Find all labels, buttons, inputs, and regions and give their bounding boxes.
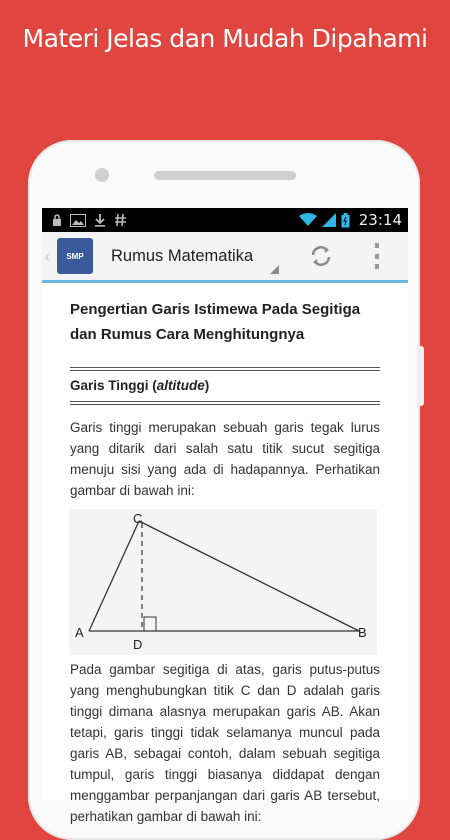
section-heading-label: Garis Tinggi ( (70, 378, 157, 393)
vertex-b-label: B (358, 625, 367, 640)
vertex-a-label: A (75, 625, 84, 640)
speaker-grille (154, 171, 296, 180)
refresh-icon[interactable] (308, 243, 334, 269)
download-icon (94, 213, 106, 227)
overflow-menu-icon[interactable] (372, 243, 382, 269)
hash-icon (114, 213, 127, 227)
divider (70, 401, 380, 405)
vertex-c-label: C (133, 511, 143, 526)
right-angle-mark (144, 617, 156, 631)
paragraph-intro: Garis tinggi merupakan sebuah garis tegak lurus yang ditarik dari salah satu titik sucut segitiga menuju sisi yang ada di hadapannya. Perhatikan gambar di bawah ini: (70, 420, 380, 498)
section-heading-term: altitude (156, 378, 205, 393)
image-icon (70, 214, 86, 227)
article-title: Pengertian Garis Istimewa Pada Segitiga dan Rumus Cara Menghitungnya (70, 301, 361, 343)
up-caret-icon[interactable]: ‹ (45, 248, 50, 264)
action-bar (42, 232, 408, 283)
wifi-icon (299, 213, 317, 227)
side-ac (89, 521, 139, 631)
app-logo-text: SMP (66, 251, 84, 261)
status-time: 23:14 (358, 211, 402, 229)
camera-dot (95, 168, 109, 182)
signal-icon (322, 213, 336, 227)
app-logo[interactable] (57, 238, 93, 274)
promo-headline: Materi Jelas dan Mudah Dipahami (22, 24, 428, 53)
side-button (419, 346, 424, 406)
phone-screen (42, 208, 408, 824)
spinner-indicator-icon (270, 265, 279, 274)
lock-icon (52, 213, 62, 227)
divider (70, 367, 380, 371)
battery-icon (341, 213, 350, 228)
status-bar (42, 208, 408, 232)
app-title[interactable]: Rumus Matematika (111, 246, 254, 265)
section-heading-close: ) (204, 378, 210, 393)
foot-d-label: D (133, 637, 143, 652)
article-content (42, 297, 408, 827)
section-heading (70, 378, 380, 393)
paragraph-explanation: Pada gambar segitiga di atas, garis putus-putus yang menghubungkan titik C dan D adalah garis tinggi dimana alasnya merupakan garis AB. Akan tetapi, garis tinggi tidak selamanya muncul pada garis AB, sebagai contoh, dalam sebuah segitiga tumpul, garis tinggi biasanya diddapat dengan menggambar perpanjangan dari garis AB tersebut, perhatikan gambar di bawah ini: (70, 662, 380, 824)
triangle-figure (69, 509, 377, 655)
side-cb (139, 521, 359, 631)
